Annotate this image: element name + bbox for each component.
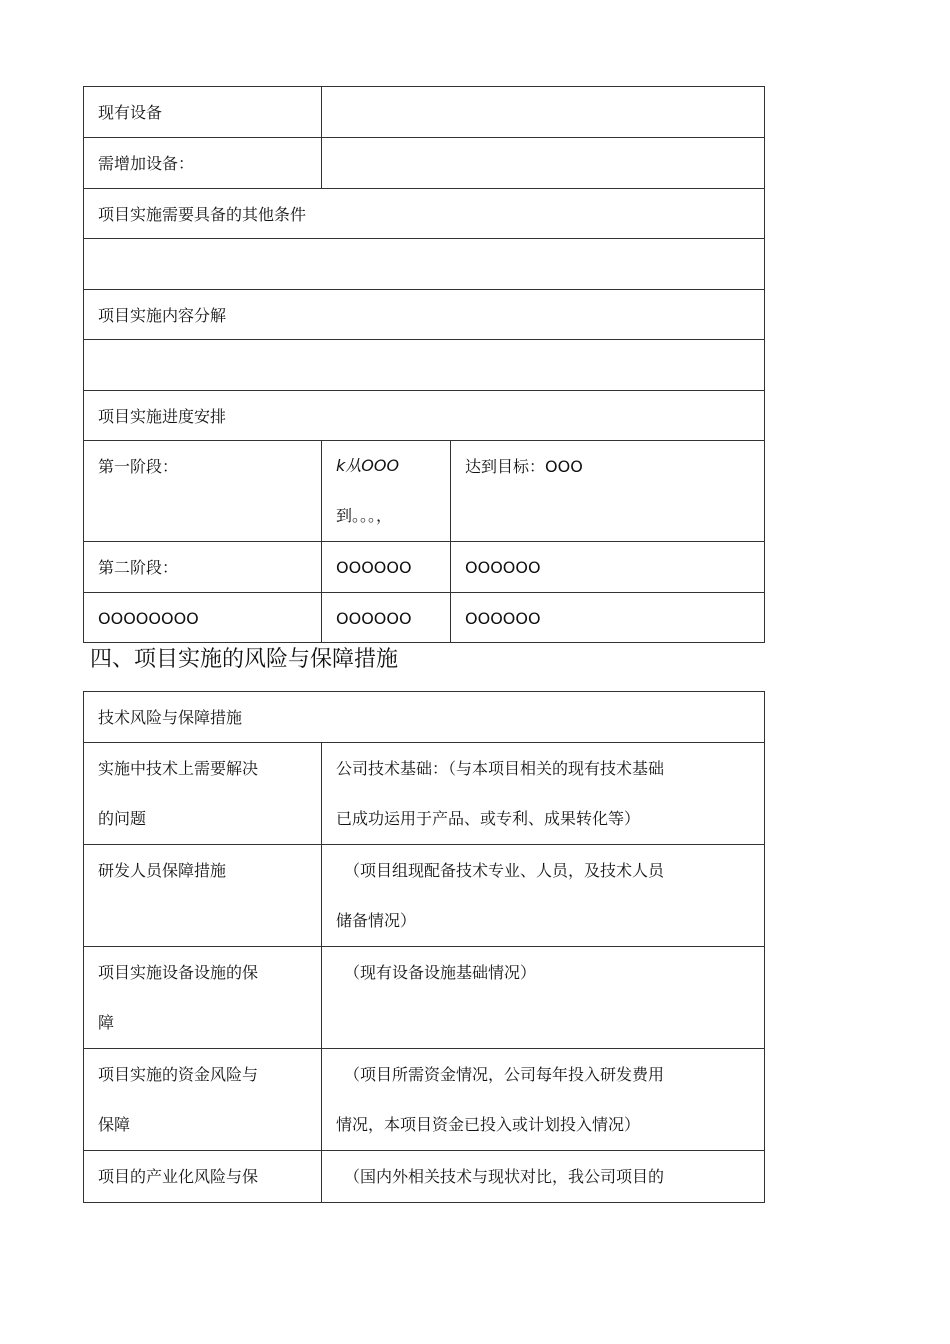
risk-row-value-line1: （国内外相关技术与现状对比，我公司项目的 <box>344 1167 665 1186</box>
stage1-time-line1: k从OOO <box>336 456 400 475</box>
risk-row-label-line1: 项目的产业化风险与保 <box>98 1167 259 1186</box>
stage1-label: 第一阶段： <box>84 441 322 542</box>
risk-row-label-line1: 项目实施的资金风险与 <box>98 1065 259 1084</box>
risk-row-value-line1: （项目所需资金情况，公司每年投入研发费用 <box>344 1065 665 1084</box>
added-equipment-value <box>322 138 765 189</box>
stage2-label: 第二阶段： <box>84 542 322 593</box>
risk-row-label <box>84 743 322 845</box>
section-heading: 四、项目实施的风险与保障措施 <box>90 647 399 672</box>
risk-row-label <box>84 1151 322 1203</box>
stage1-time-line2: 到。。。， <box>336 506 393 525</box>
risk-row-label <box>84 845 322 947</box>
risk-row-value-line1: （项目组现配备技术专业、人员，及技术人员 <box>344 861 665 880</box>
risk-row-value <box>322 743 765 845</box>
stage3-goal: OOOOOO <box>451 593 765 643</box>
risk-row-value <box>322 845 765 947</box>
risk-row-value <box>322 1151 765 1203</box>
risk-table-header: 技术风险与保障措施 <box>84 692 765 743</box>
content-breakdown-label: 项目实施内容分解 <box>84 290 765 340</box>
existing-equipment-value <box>322 87 765 138</box>
risk-table <box>83 691 765 1203</box>
risk-row-label <box>84 947 322 1049</box>
risk-row-label-line1: 项目实施设备设施的保 <box>98 963 259 982</box>
implementation-table <box>83 86 765 643</box>
stage3-time: OOOOOO <box>322 593 451 643</box>
other-conditions-value <box>84 239 765 290</box>
risk-row-value-line1: 公司技术基础：（与本项目相关的现有技术基础 <box>336 759 665 778</box>
risk-row-label-line2: 保障 <box>98 1115 131 1134</box>
risk-row-label <box>84 1049 322 1151</box>
risk-row-value-line2: 情况，本项目资金已投入或计划投入情况） <box>336 1115 641 1134</box>
stage3-label: OOOOOOOO <box>84 593 322 643</box>
risk-row-label-line2: 障 <box>98 1013 115 1032</box>
stage2-goal: OOOOOO <box>451 542 765 593</box>
stage1-time <box>322 441 451 542</box>
risk-row-value-line2: 已成功运用于产品、或专利、成果转化等） <box>336 809 641 828</box>
content-breakdown-value <box>84 340 765 391</box>
existing-equipment-label: 现有设备 <box>84 87 322 138</box>
risk-row-value-line2: 储备情况） <box>336 911 417 930</box>
risk-row-value-line1: （现有设备设施基础情况） <box>344 963 537 982</box>
risk-row-label-line1: 实施中技术上需要解决 <box>98 759 259 778</box>
risk-row-label-line1: 研发人员保障措施 <box>98 861 227 880</box>
other-conditions-label: 项目实施需要具备的其他条件 <box>84 189 765 239</box>
risk-row-value <box>322 1049 765 1151</box>
stage2-time: OOOOOO <box>322 542 451 593</box>
risk-row-value <box>322 947 765 1049</box>
risk-row-label-line2: 的问题 <box>98 809 147 828</box>
stage1-goal: 达到目标：OOO <box>451 441 765 542</box>
added-equipment-label: 需增加设备： <box>84 138 322 189</box>
schedule-label: 项目实施进度安排 <box>84 391 765 441</box>
